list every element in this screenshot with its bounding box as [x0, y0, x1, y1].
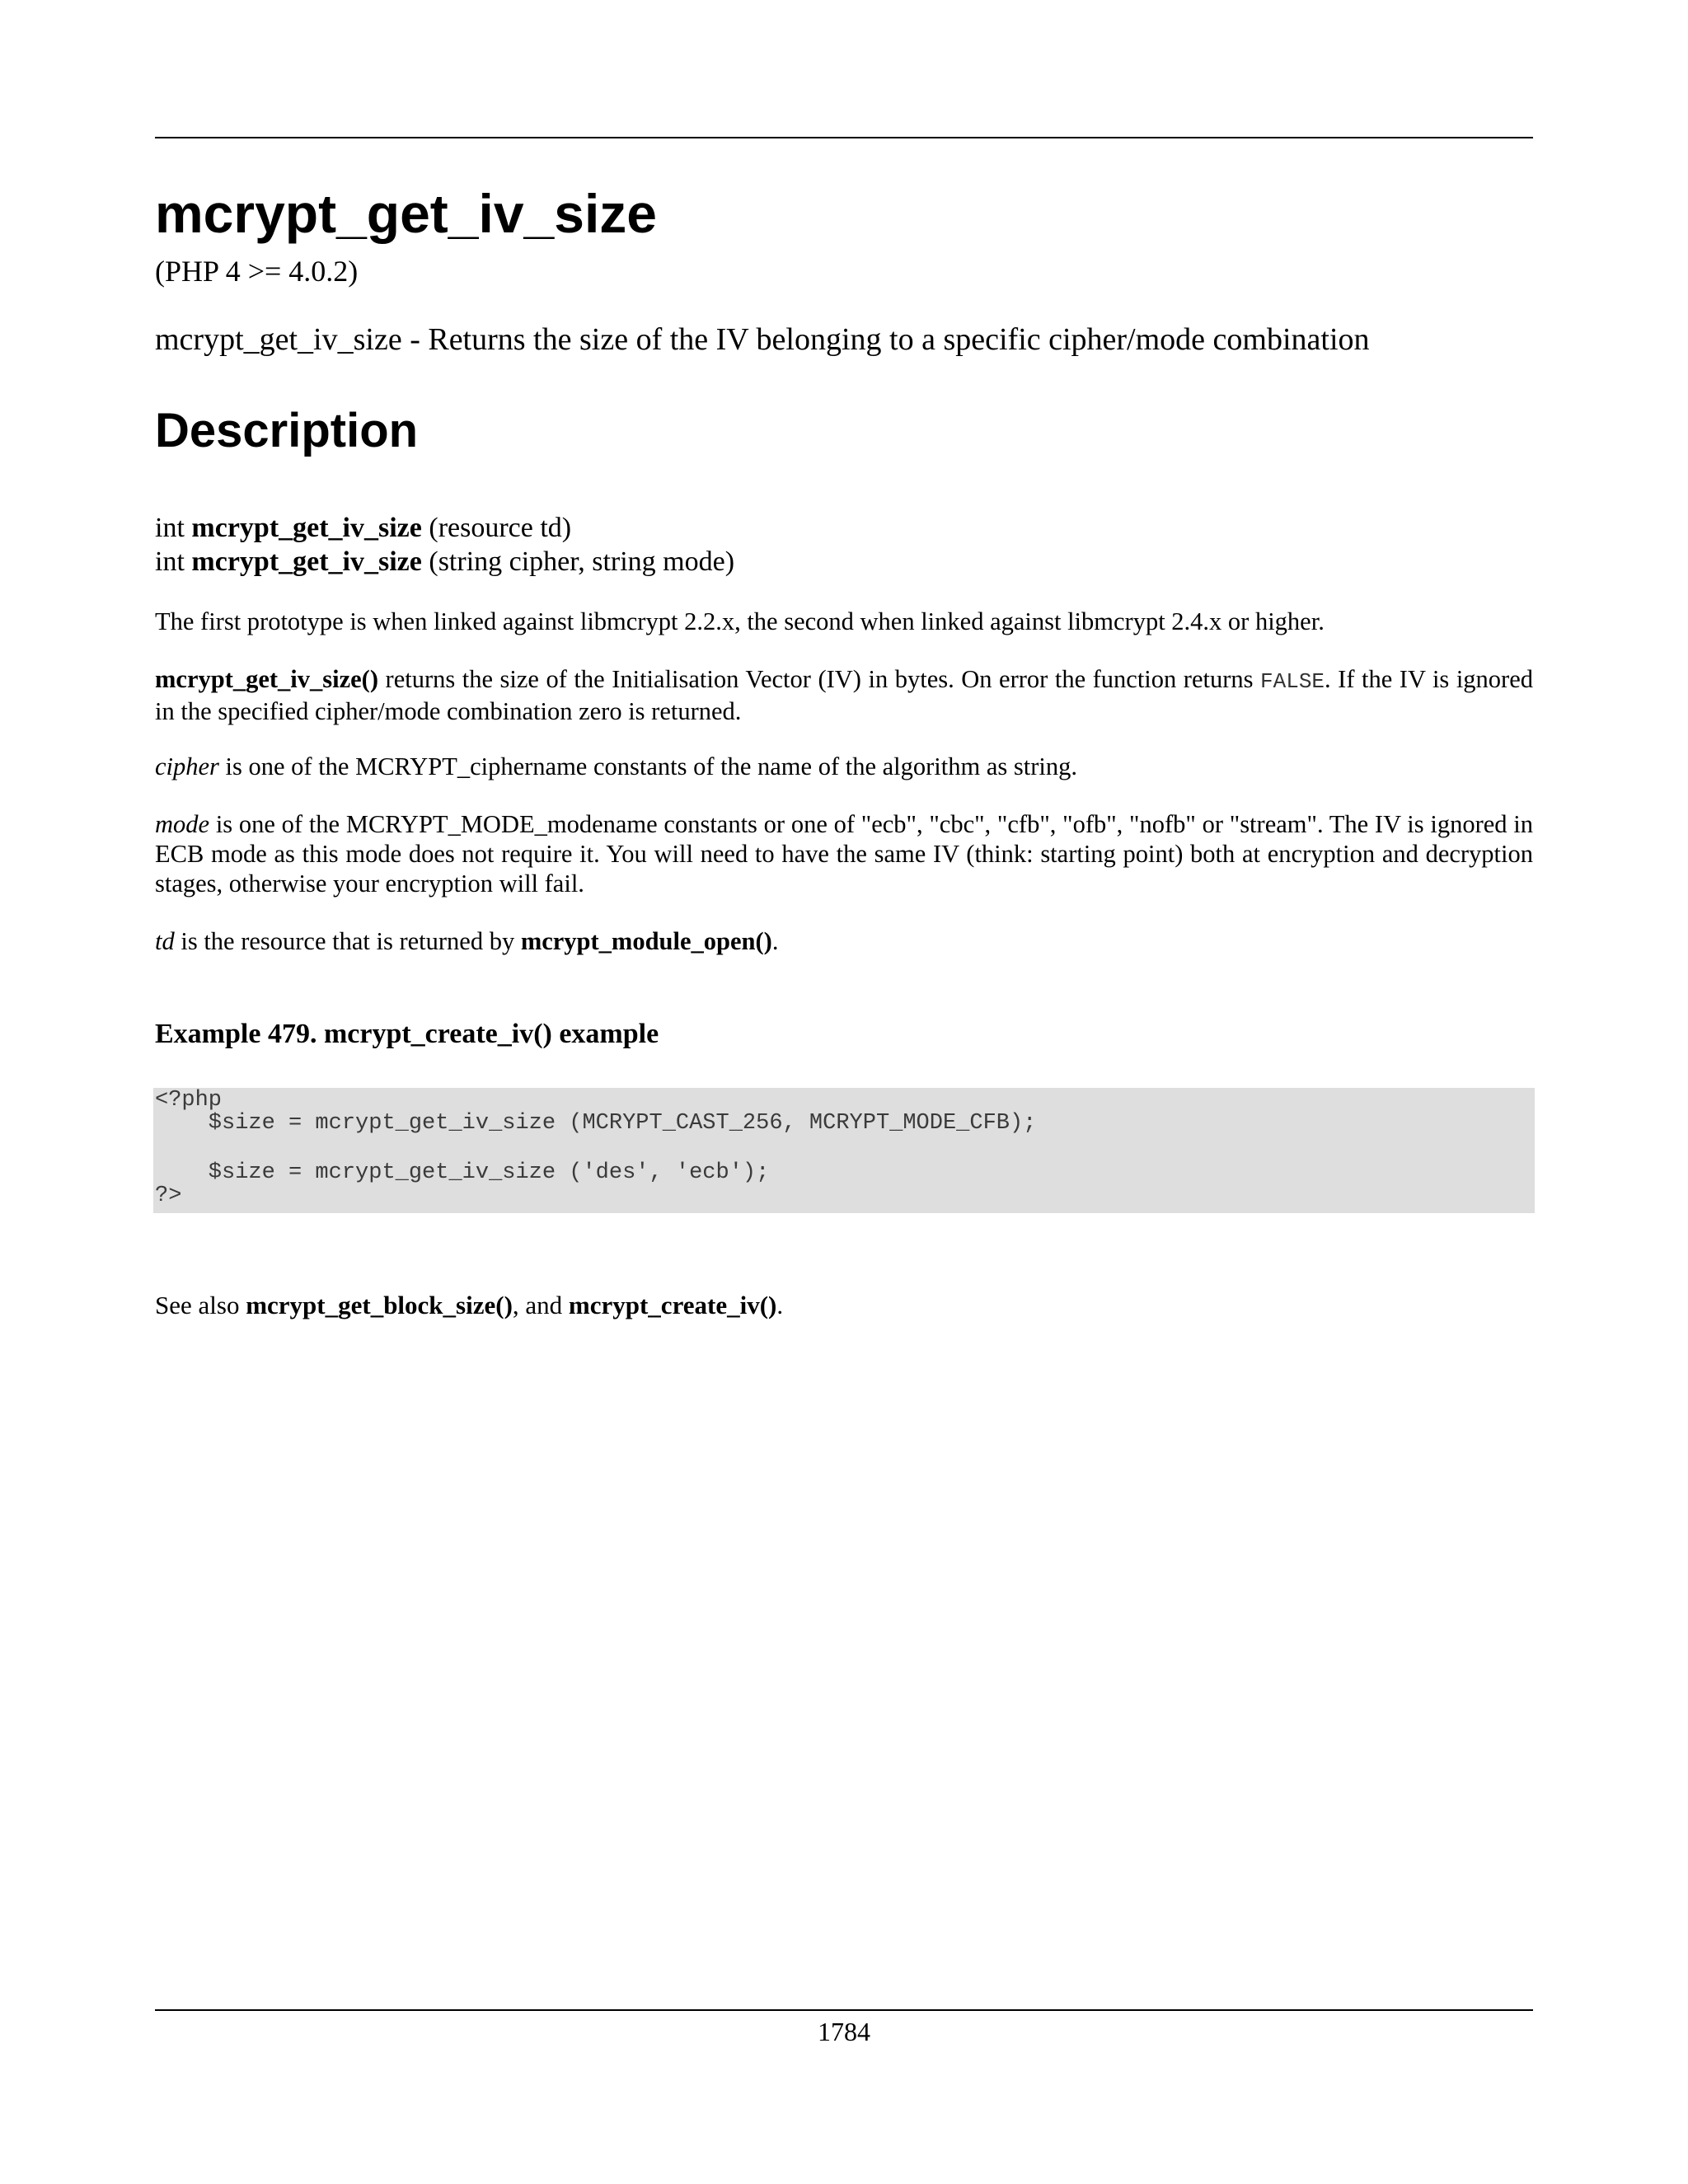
- see-also-separator: , and: [512, 1291, 569, 1319]
- function-link[interactable]: mcrypt_module_open(): [520, 927, 772, 955]
- description-heading: Description: [155, 404, 419, 457]
- function-reference: mcrypt_get_iv_size(): [155, 665, 379, 693]
- code-line: $size = mcrypt_get_iv_size (MCRYPT_CAST_256, MCRYPT_MODE_CFB);: [155, 1111, 1037, 1136]
- function-synopsis-1: [155, 513, 571, 543]
- see-also-link-block-size[interactable]: mcrypt_get_block_size(): [246, 1291, 513, 1319]
- paragraph-text: is one of the MCRYPT_ciphername constants of the name of the algorithm as string.: [218, 752, 1077, 780]
- synopsis-function-name: mcrypt_get_iv_size: [191, 513, 422, 543]
- paragraph-mode: [155, 809, 1533, 898]
- false-constant: FALSE: [1260, 669, 1325, 694]
- paragraph-text: .: [771, 927, 779, 955]
- header-rule: [155, 137, 1533, 138]
- function-synopsis-2: [155, 546, 734, 577]
- synopsis-params: (resource td): [429, 513, 572, 543]
- document-page: [155, 0, 1533, 2184]
- param-term: cipher: [155, 752, 219, 780]
- page-title: mcrypt_get_iv_size: [155, 183, 657, 244]
- param-term: mode: [155, 810, 210, 838]
- synopsis-function-name: mcrypt_get_iv_size: [191, 546, 422, 577]
- paragraph-td: [155, 926, 1533, 956]
- code-block: [153, 1088, 1535, 1213]
- paragraph-text: . If the IV is ignored in the specified cipher/mode combination zero is returned.: [155, 665, 1533, 725]
- footer-rule: [155, 2009, 1533, 2011]
- paragraph-prototypes: The first prototype is when linked against libmcrypt 2.2.x, the second when linked against libmcrypt 2.4.x or higher.: [155, 607, 1325, 635]
- page-number: 1784: [818, 2017, 870, 2046]
- paragraph-text: returns the size of the Initialisation Vector (IV) in bytes. On error the function returns: [378, 665, 1261, 693]
- example-title: Example 479. mcrypt_create_iv() example: [155, 1019, 659, 1049]
- param-term: td: [155, 927, 175, 955]
- synopsis-type: int: [155, 546, 185, 577]
- code-line: $size = mcrypt_get_iv_size ('des', 'ecb');: [155, 1160, 770, 1185]
- code-line: ?>: [155, 1183, 182, 1208]
- version-info: (PHP 4 >= 4.0.2): [155, 255, 359, 288]
- synopsis-params: (string cipher, string mode): [429, 546, 735, 577]
- paragraph-text: is the resource that is returned by: [174, 927, 521, 955]
- see-also-link-create-iv[interactable]: mcrypt_create_iv(): [568, 1291, 777, 1319]
- synopsis-type: int: [155, 513, 185, 543]
- see-also-prefix: See also: [155, 1291, 246, 1319]
- ref-purpose: mcrypt_get_iv_size - Returns the size of the IV belonging to a specific cipher/mode combination: [155, 322, 1370, 357]
- see-also: [155, 1291, 783, 1320]
- paragraph-text: is one of the MCRYPT_MODE_modename constants or one of "ecb", "cbc", "cfb", "ofb", "nofb" or "stream". The IV is ignored in ECB mode as this mode does not require it. You will need to have the same IV (think: starting point) both at encryption and decryption stages, otherwise your encryption will fail.: [155, 810, 1533, 898]
- paragraph-cipher: [155, 752, 1533, 781]
- code-line: <?php: [155, 1088, 223, 1113]
- paragraph-return-value: [155, 664, 1533, 726]
- see-also-end: .: [776, 1291, 784, 1319]
